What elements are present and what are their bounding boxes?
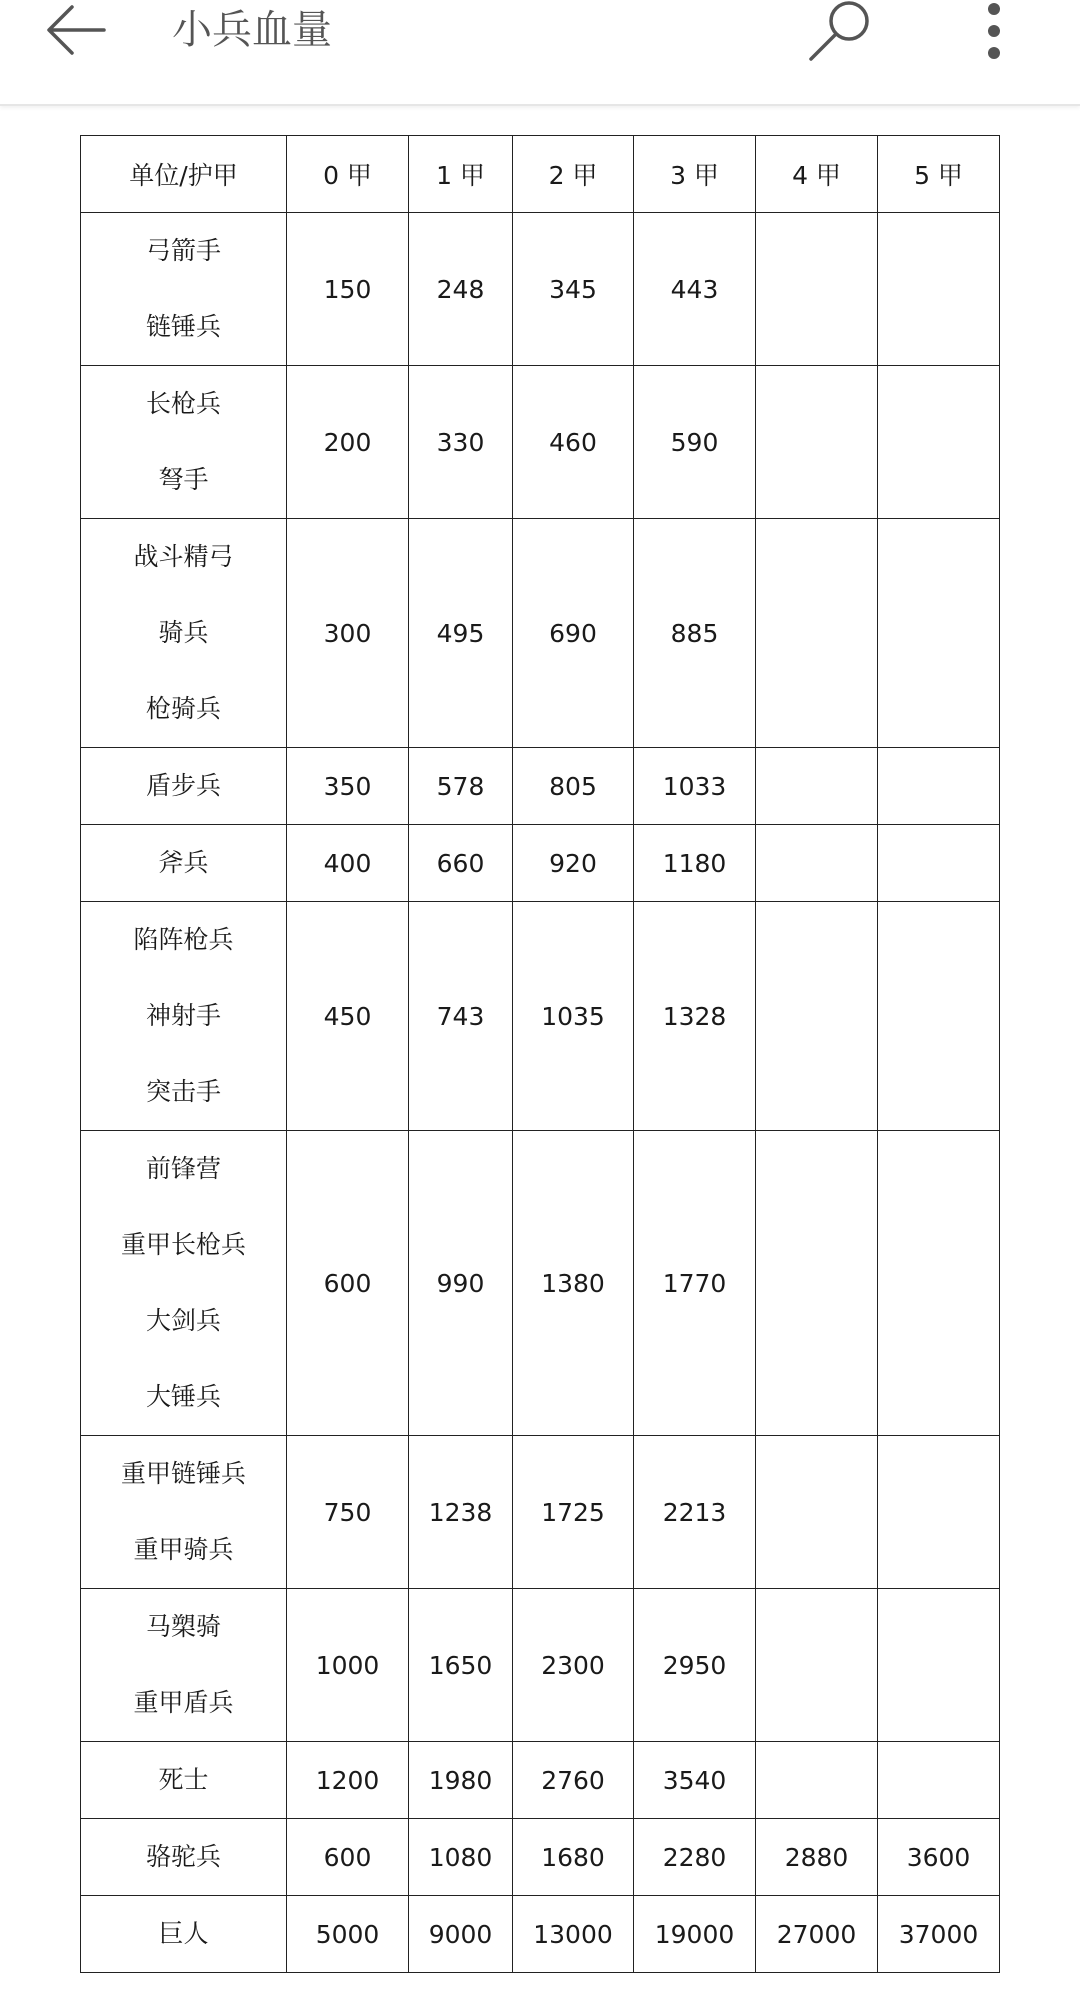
hp-value-cell: 1980 <box>409 1742 513 1819</box>
hp-value-cell: 2880 <box>756 1819 878 1896</box>
hp-value-cell <box>878 1131 1000 1436</box>
hp-value-cell: 690 <box>513 519 634 748</box>
hp-value-cell: 750 <box>287 1436 409 1589</box>
hp-value-cell: 150 <box>287 213 409 366</box>
arrow-left-icon <box>44 3 108 57</box>
table-row <box>81 1896 1000 1973</box>
unit-name: 弓箭手 <box>145 236 221 265</box>
hp-value-cell: 1328 <box>634 902 756 1131</box>
column-header: 4 甲 <box>756 136 878 213</box>
hp-value-cell <box>756 1589 878 1742</box>
hp-value-cell: 495 <box>409 519 513 748</box>
search-button[interactable] <box>804 0 876 64</box>
table-header-row <box>81 136 1000 213</box>
hp-value-cell: 1033 <box>634 748 756 825</box>
hp-value-cell: 600 <box>287 1131 409 1436</box>
table-row <box>81 366 1000 519</box>
hp-value-cell <box>878 519 1000 748</box>
hp-value-cell: 1238 <box>409 1436 513 1589</box>
unit-name: 死士 <box>158 1765 209 1794</box>
hp-value-cell: 450 <box>287 902 409 1131</box>
unit-name: 突击手 <box>145 1077 221 1106</box>
hp-value-cell <box>756 519 878 748</box>
hp-value-cell: 590 <box>634 366 756 519</box>
unit-name: 战斗精弓 <box>133 542 234 571</box>
table-row <box>81 1819 1000 1896</box>
hp-value-cell: 2760 <box>513 1742 634 1819</box>
unit-cell <box>81 1589 287 1742</box>
hp-value-cell: 350 <box>287 748 409 825</box>
hp-value-cell: 3600 <box>878 1819 1000 1896</box>
hp-value-cell <box>878 366 1000 519</box>
hp-value-cell: 1035 <box>513 902 634 1131</box>
more-vertical-icon <box>984 2 1004 60</box>
column-header: 5 甲 <box>878 136 1000 213</box>
hp-value-cell: 13000 <box>513 1896 634 1973</box>
hp-value-cell <box>756 902 878 1131</box>
unit-cell <box>81 1131 287 1436</box>
unit-cell <box>81 519 287 748</box>
hp-value-cell: 2280 <box>634 1819 756 1896</box>
hp-value-cell: 920 <box>513 825 634 902</box>
hp-value-cell <box>878 902 1000 1131</box>
unit-name: 神射手 <box>145 1001 221 1030</box>
hp-value-cell: 1680 <box>513 1819 634 1896</box>
page-title: 小兵血量 <box>172 7 332 53</box>
unit-cell <box>81 748 287 825</box>
unit-cell <box>81 213 287 366</box>
hp-value-cell <box>756 366 878 519</box>
hp-value-cell: 5000 <box>287 1896 409 1973</box>
hp-value-cell: 9000 <box>409 1896 513 1973</box>
hp-value-cell: 743 <box>409 902 513 1131</box>
hp-value-cell: 37000 <box>878 1896 1000 1973</box>
unit-name: 重甲长枪兵 <box>120 1230 246 1259</box>
table-row <box>81 213 1000 366</box>
column-header: 3 甲 <box>634 136 756 213</box>
unit-name: 盾步兵 <box>145 771 221 800</box>
hp-value-cell <box>878 748 1000 825</box>
hp-value-cell <box>756 1131 878 1436</box>
table-row <box>81 519 1000 748</box>
table-row <box>81 825 1000 902</box>
unit-name: 马槊骑 <box>145 1612 221 1641</box>
hp-value-cell <box>878 825 1000 902</box>
table-body <box>81 136 1000 1973</box>
table-row <box>81 1742 1000 1819</box>
unit-name: 弩手 <box>158 465 209 494</box>
table-row <box>81 1131 1000 1436</box>
column-header: 1 甲 <box>409 136 513 213</box>
hp-value-cell: 1180 <box>634 825 756 902</box>
unit-name: 巨人 <box>158 1919 209 1948</box>
hp-value-cell: 200 <box>287 366 409 519</box>
table-row <box>81 748 1000 825</box>
hp-value-cell: 990 <box>409 1131 513 1436</box>
hp-value-cell <box>756 1436 878 1589</box>
unit-name: 重甲链锤兵 <box>120 1459 246 1488</box>
unit-cell <box>81 1819 287 1896</box>
table-row <box>81 1589 1000 1742</box>
unit-cell <box>81 1742 287 1819</box>
unit-cell <box>81 902 287 1131</box>
unit-name: 大锤兵 <box>145 1382 221 1411</box>
unit-name: 长枪兵 <box>145 389 221 418</box>
hp-value-cell: 300 <box>287 519 409 748</box>
back-button[interactable] <box>40 0 112 60</box>
unit-name: 链锤兵 <box>145 312 221 341</box>
hp-table <box>80 135 1000 1973</box>
search-icon <box>807 1 873 63</box>
unit-name: 斧兵 <box>158 848 209 877</box>
hp-value-cell: 1725 <box>513 1436 634 1589</box>
hp-value-cell: 805 <box>513 748 634 825</box>
hp-value-cell <box>878 1742 1000 1819</box>
hp-value-cell: 27000 <box>756 1896 878 1973</box>
more-options-button[interactable] <box>972 0 1016 62</box>
table-row <box>81 1436 1000 1589</box>
hp-value-cell <box>756 825 878 902</box>
unit-cell <box>81 825 287 902</box>
hp-value-cell: 2300 <box>513 1589 634 1742</box>
hp-value-cell: 19000 <box>634 1896 756 1973</box>
hp-value-cell <box>878 1589 1000 1742</box>
column-header: 单位/护甲 <box>81 136 287 213</box>
hp-value-cell: 460 <box>513 366 634 519</box>
app-bar <box>0 0 1080 106</box>
hp-value-cell: 2950 <box>634 1589 756 1742</box>
unit-name: 骑兵 <box>158 618 209 647</box>
unit-cell <box>81 366 287 519</box>
column-header: 0 甲 <box>287 136 409 213</box>
hp-value-cell: 1000 <box>287 1589 409 1742</box>
unit-name: 重甲骑兵 <box>133 1535 234 1564</box>
unit-name: 骆驼兵 <box>145 1842 221 1871</box>
column-header: 2 甲 <box>513 136 634 213</box>
hp-value-cell: 660 <box>409 825 513 902</box>
unit-name: 前锋营 <box>145 1154 221 1183</box>
hp-table-container <box>80 135 999 1973</box>
hp-value-cell: 1380 <box>513 1131 634 1436</box>
hp-value-cell: 3540 <box>634 1742 756 1819</box>
unit-name: 枪骑兵 <box>145 694 221 723</box>
unit-name: 陷阵枪兵 <box>133 925 234 954</box>
hp-value-cell: 578 <box>409 748 513 825</box>
unit-cell <box>81 1896 287 1973</box>
hp-value-cell <box>878 1436 1000 1589</box>
unit-name: 大剑兵 <box>145 1306 221 1335</box>
hp-value-cell <box>756 748 878 825</box>
hp-value-cell: 885 <box>634 519 756 748</box>
hp-value-cell <box>878 213 1000 366</box>
hp-value-cell: 2213 <box>634 1436 756 1589</box>
hp-value-cell: 443 <box>634 213 756 366</box>
hp-value-cell: 1650 <box>409 1589 513 1742</box>
hp-value-cell: 1080 <box>409 1819 513 1896</box>
hp-value-cell: 600 <box>287 1819 409 1896</box>
hp-value-cell: 330 <box>409 366 513 519</box>
hp-value-cell: 1770 <box>634 1131 756 1436</box>
unit-cell <box>81 1436 287 1589</box>
hp-value-cell: 400 <box>287 825 409 902</box>
hp-value-cell: 345 <box>513 213 634 366</box>
hp-value-cell <box>756 1742 878 1819</box>
hp-value-cell: 248 <box>409 213 513 366</box>
unit-name: 重甲盾兵 <box>133 1688 234 1717</box>
table-row <box>81 902 1000 1131</box>
hp-value-cell: 1200 <box>287 1742 409 1819</box>
hp-value-cell <box>756 213 878 366</box>
